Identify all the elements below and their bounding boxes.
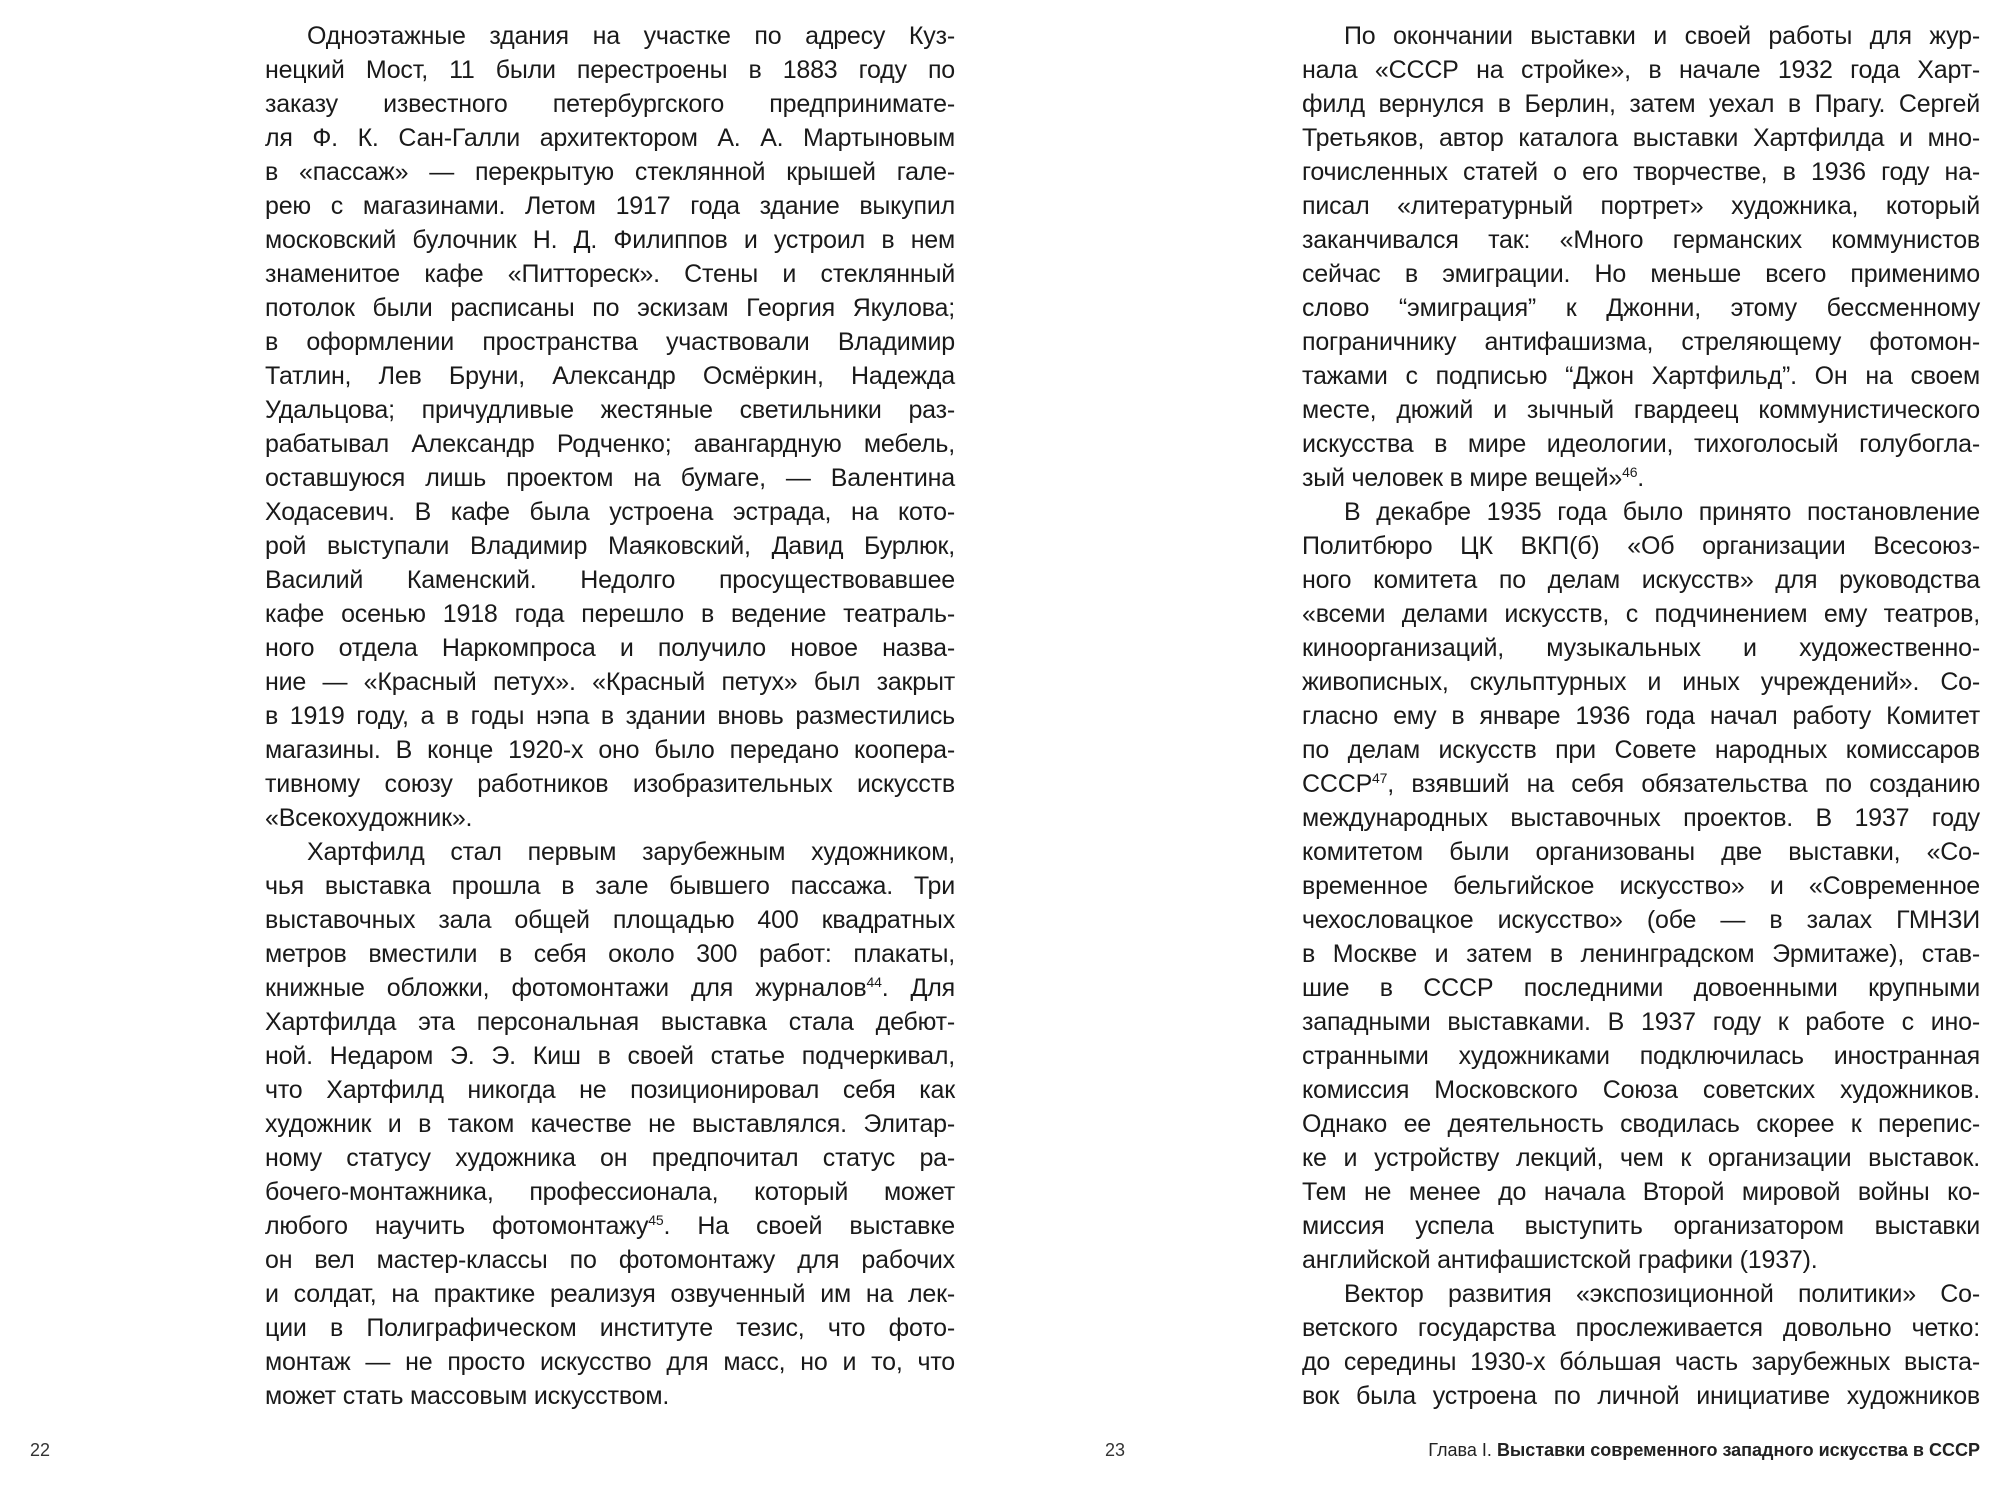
- text-line: [265, 1209, 955, 1243]
- text-line: [265, 291, 955, 325]
- line-text: ние — «Красный петух». «Красный петух» был закрыт: [265, 668, 955, 696]
- text-line: [265, 1379, 955, 1413]
- text-line: [265, 461, 955, 495]
- chapter-title: Выставки современного западного искусства в СССР: [1496, 1440, 1980, 1460]
- line-text: в оформлении пространства участвовали Владимир: [265, 328, 955, 356]
- line-text: до середины 1930-х бóльшая часть зарубежных выста-: [1302, 1348, 1980, 1376]
- text-line: [1302, 733, 1980, 767]
- text-line: [265, 393, 955, 427]
- line-text: По окончании выставки и своей работы для жур-: [1344, 22, 1980, 50]
- line-text: Удальцова; причудливые жестяные светильники раз-: [265, 396, 955, 424]
- text-line: [265, 1175, 955, 1209]
- line-text: сейчас в эмиграции. Но меньше всего применимо: [1302, 260, 1980, 288]
- line-text: Василий Каменский. Недолго просуществовавшее: [265, 566, 955, 594]
- text-line: [1302, 631, 1980, 665]
- text-line: [1302, 189, 1980, 223]
- text-line: [265, 1073, 955, 1107]
- line-text: живописных, скульптурных и иных учреждений». Со-: [1302, 668, 1980, 696]
- line-text: метров вместили в себя около 300 работ: плакаты,: [265, 940, 955, 968]
- line-text: «всеми делами искусств, с подчинением ему театров,: [1302, 600, 1980, 628]
- line-text: слово “эмиграция” к Джонни, этому бессменному: [1302, 294, 1980, 322]
- text-line: [1302, 155, 1980, 189]
- line-text: в «пассаж» — перекрытую стеклянной крышей гале-: [265, 158, 955, 186]
- line-text: киноорганизаций, музыкальных и художественно-: [1302, 634, 1980, 662]
- line-text: чья выставка прошла в зале бывшего пассажа. Три: [265, 872, 955, 900]
- line-text: Однако ее деятельность сводилась скорее к перепис-: [1302, 1110, 1980, 1138]
- right-text-column: [1302, 19, 1980, 1413]
- running-head: [1428, 1440, 1980, 1461]
- text-line: [265, 1243, 955, 1277]
- line-text: рею с магазинами. Летом 1917 года здание выкупил: [265, 192, 955, 220]
- text-line: [1302, 801, 1980, 835]
- text-line: [265, 665, 955, 699]
- line-text: он вел мастер-классы по фотомонтажу для рабочих: [265, 1246, 955, 1274]
- line-text: художник и в таком качестве не выставлялся. Элитар-: [265, 1110, 955, 1138]
- line-text: гласно ему в январе 1936 года начал работу Комитет: [1302, 702, 1980, 730]
- line-text: ции в Полиграфическом институте тезис, что фото-: [265, 1314, 955, 1342]
- line-text: гочисленных статей о его творчестве, в 1936 году на-: [1302, 158, 1980, 186]
- text-line: [1302, 1277, 1980, 1311]
- text-line: [1302, 1345, 1980, 1379]
- text-line: [265, 971, 955, 1005]
- text-line: [265, 631, 955, 665]
- text-line: [265, 903, 955, 937]
- text-line: [265, 1039, 955, 1073]
- line-text: Татлин, Лев Бруни, Александр Осмёркин, Надежда: [265, 362, 955, 390]
- text-line: [1302, 359, 1980, 393]
- line-text: нала «СССР на стройке», в начале 1932 года Харт-: [1302, 56, 1980, 84]
- line-text-after: , взявший на себя обязательства по созданию: [1387, 770, 1980, 798]
- line-text: и солдат, на практике реализуя озвученный им на лек-: [265, 1280, 955, 1308]
- text-line: [1302, 393, 1980, 427]
- text-line: [1302, 1209, 1980, 1243]
- line-text: международных выставочных проектов. В 1937 году: [1302, 804, 1980, 832]
- line-text: в 1919 году, а в годы нэпа в здании вновь разместились: [265, 702, 955, 730]
- line-text: ке и устройству лекций, чем к организации выставок.: [1302, 1144, 1980, 1172]
- text-line: [265, 1345, 955, 1379]
- line-text: знаменитое кафе «Питтореск». Стены и стеклянный: [265, 260, 955, 288]
- text-line: [1302, 325, 1980, 359]
- text-line: [1302, 1107, 1980, 1141]
- text-line: [265, 1107, 955, 1141]
- line-text: комиссия Московского Союза советских художников.: [1302, 1076, 1980, 1104]
- line-text: потолок были расписаны по эскизам Георгия Якулова;: [265, 294, 955, 322]
- line-text: Вектор развития «экспозиционной политики» Со-: [1344, 1280, 1980, 1308]
- text-line: [1302, 1039, 1980, 1073]
- line-text: ной. Недаром Э. Э. Киш в своей статье подчеркивал,: [265, 1042, 955, 1070]
- line-text: тивному союзу работников изобразительных искусств: [265, 770, 955, 798]
- text-line: [1302, 461, 1980, 495]
- line-text: месте, дюжий и зычный гвардеец коммунистического: [1302, 396, 1980, 424]
- text-line: [265, 869, 955, 903]
- text-line: [1302, 835, 1980, 869]
- text-line: [265, 359, 955, 393]
- text-line: [1302, 1311, 1980, 1345]
- line-text: Хартфилд стал первым зарубежным художником,: [307, 838, 955, 866]
- line-text: зый человек в мире вещей»: [1302, 464, 1623, 492]
- line-text: монтаж — не просто искусство для масс, но и то, что: [265, 1348, 955, 1376]
- text-line: [1302, 291, 1980, 325]
- line-text: пограничнику антифашизма, стреляющему фотомон-: [1302, 328, 1980, 356]
- text-line: [1302, 87, 1980, 121]
- line-text: искусства в мире идеологии, тихоголосый голубогла-: [1302, 430, 1980, 458]
- text-line: [265, 325, 955, 359]
- text-line: [265, 1005, 955, 1039]
- text-line: [1302, 53, 1980, 87]
- text-line: [1302, 19, 1980, 53]
- footnote-ref[interactable]: 45: [648, 1212, 664, 1228]
- line-text: магазины. В конце 1920-х оно было передано коопера-: [265, 736, 955, 764]
- line-text: рабатывал Александр Родченко; авангардную мебель,: [265, 430, 955, 458]
- line-text: Ходасевич. В кафе была устроена эстрада, на кото-: [265, 498, 955, 526]
- line-text-after: . На своей выставке: [663, 1212, 955, 1240]
- text-line: [1302, 597, 1980, 631]
- line-text: Хартфилда эта персональная выставка стала дебют-: [265, 1008, 955, 1036]
- text-line: [1302, 223, 1980, 257]
- line-text: вок была устроена по личной инициативе художников: [1302, 1382, 1980, 1410]
- line-text: чехословацкое искусство» (обе — в залах ГМНЗИ: [1302, 906, 1980, 934]
- text-line: [1302, 529, 1980, 563]
- text-line: [265, 495, 955, 529]
- line-text: по делам искусств при Совете народных комиссаров: [1302, 736, 1980, 764]
- left-text-column: [265, 19, 955, 1413]
- line-text: писал «литературный портрет» художника, который: [1302, 192, 1980, 220]
- line-text: ного комитета по делам искусств» для руководства: [1302, 566, 1980, 594]
- text-line: [265, 189, 955, 223]
- line-text: филд вернулся в Берлин, затем уехал в Прагу. Сергей: [1302, 90, 1980, 118]
- text-line: [1302, 257, 1980, 291]
- text-line: [1302, 937, 1980, 971]
- footnote-ref[interactable]: 46: [1622, 464, 1638, 480]
- line-text: выставочных зала общей площадью 400 квадратных: [265, 906, 955, 934]
- line-text: нецкий Мост, 11 были перестроены в 1883 году по: [265, 56, 955, 84]
- text-line: [1302, 1243, 1980, 1277]
- text-line: [265, 597, 955, 631]
- footnote-ref[interactable]: 47: [1372, 770, 1388, 786]
- line-text: «Всекохудожник».: [265, 804, 473, 832]
- text-line: [265, 257, 955, 291]
- text-line: [265, 1277, 955, 1311]
- text-line: [1302, 563, 1980, 597]
- line-text: оставшуюся лишь проектом на бумаге, — Валентина: [265, 464, 955, 492]
- line-text: в Москве и затем в ленинградском Эрмитаже), став-: [1302, 940, 1980, 968]
- footnote-ref[interactable]: 44: [866, 974, 882, 990]
- text-line: [265, 53, 955, 87]
- text-line: [265, 223, 955, 257]
- line-text: московский булочник Н. Д. Филиппов и устроил в нем: [265, 226, 955, 254]
- text-line: [1302, 903, 1980, 937]
- line-text: миссия успела выступить организатором выставки: [1302, 1212, 1980, 1240]
- line-text: книжные обложки, фотомонтажи для журналов: [265, 974, 867, 1002]
- text-line: [1302, 1175, 1980, 1209]
- right-page: [1000, 0, 2000, 1505]
- line-text: рой выступали Владимир Маяковский, Давид Бурлюк,: [265, 532, 955, 560]
- text-line: [265, 699, 955, 733]
- chapter-label: Глава I.: [1428, 1440, 1492, 1460]
- text-line: [265, 121, 955, 155]
- text-line: [265, 19, 955, 53]
- text-line: [265, 937, 955, 971]
- line-text: ного отдела Наркомпроса и получило новое назва-: [265, 634, 955, 662]
- line-text: бочего-монтажника, профессионала, который может: [265, 1178, 955, 1206]
- text-line: [265, 733, 955, 767]
- line-text: Третьяков, автор каталога выставки Хартфилда и мно-: [1302, 124, 1980, 152]
- line-text: ля Ф. К. Сан-Галли архитектором А. А. Мартыновым: [265, 124, 955, 152]
- line-text: ному статусу художника он предпочитал статус ра-: [265, 1144, 955, 1172]
- text-line: [1302, 869, 1980, 903]
- line-text: шие в СССР последними довоенными крупными: [1302, 974, 1980, 1002]
- text-line: [265, 1311, 955, 1345]
- text-line: [1302, 427, 1980, 461]
- text-line: [265, 529, 955, 563]
- text-line: [1302, 495, 1980, 529]
- line-text: заказу известного петербургского предпринимате-: [265, 90, 955, 118]
- text-line: [265, 1141, 955, 1175]
- text-line: [1302, 767, 1980, 801]
- line-text: В декабре 1935 года было принято постановление: [1344, 498, 1980, 526]
- line-text: что Хартфилд никогда не позиционировал себя как: [265, 1076, 955, 1104]
- line-text: заканчивался так: «Много германских коммунистов: [1302, 226, 1980, 254]
- page-number-right: 23: [1105, 1440, 1126, 1460]
- line-text: странными художниками подключилась иностранная: [1302, 1042, 1980, 1070]
- line-text: Политбюро ЦК ВКП(б) «Об организации Всесоюз-: [1302, 532, 1980, 560]
- line-text: может стать массовым искусством.: [265, 1382, 670, 1410]
- line-text: СССР: [1302, 770, 1373, 798]
- line-text: ветского государства прослеживается довольно четко:: [1302, 1314, 1980, 1342]
- text-line: [1302, 1005, 1980, 1039]
- line-text-after: . Для: [881, 974, 955, 1002]
- text-line: [1302, 1141, 1980, 1175]
- text-line: [265, 87, 955, 121]
- text-line: [1302, 971, 1980, 1005]
- line-text: временное бельгийское искусство» и «Современное: [1302, 872, 1980, 900]
- line-text: любого научить фотомонтажу: [265, 1212, 649, 1240]
- line-text: Тем не менее до начала Второй мировой войны ко-: [1302, 1178, 1980, 1206]
- text-line: [265, 563, 955, 597]
- line-text: кафе осенью 1918 года перешло в ведение театраль-: [265, 600, 955, 628]
- text-line: [1302, 1073, 1980, 1107]
- text-line: [265, 427, 955, 461]
- text-line: [1302, 1379, 1980, 1413]
- text-line: [1302, 665, 1980, 699]
- line-text: тажами с подписью “Джон Хартфильд”. Он на своем: [1302, 362, 1980, 390]
- text-line: [265, 767, 955, 801]
- text-line: [265, 155, 955, 189]
- line-text: английской антифашистской графики (1937).: [1302, 1246, 1818, 1274]
- text-line: [1302, 121, 1980, 155]
- text-line: [265, 801, 955, 835]
- line-text-after: .: [1637, 464, 1645, 492]
- page-number-left: 22: [30, 1440, 51, 1460]
- text-line: [1302, 699, 1980, 733]
- text-line: [265, 835, 955, 869]
- line-text: западными выставками. В 1937 году к работе с ино-: [1302, 1008, 1980, 1036]
- line-text: комитетом были организованы две выставки, «Со-: [1302, 838, 1980, 866]
- line-text: Одноэтажные здания на участке по адресу Куз-: [307, 22, 955, 50]
